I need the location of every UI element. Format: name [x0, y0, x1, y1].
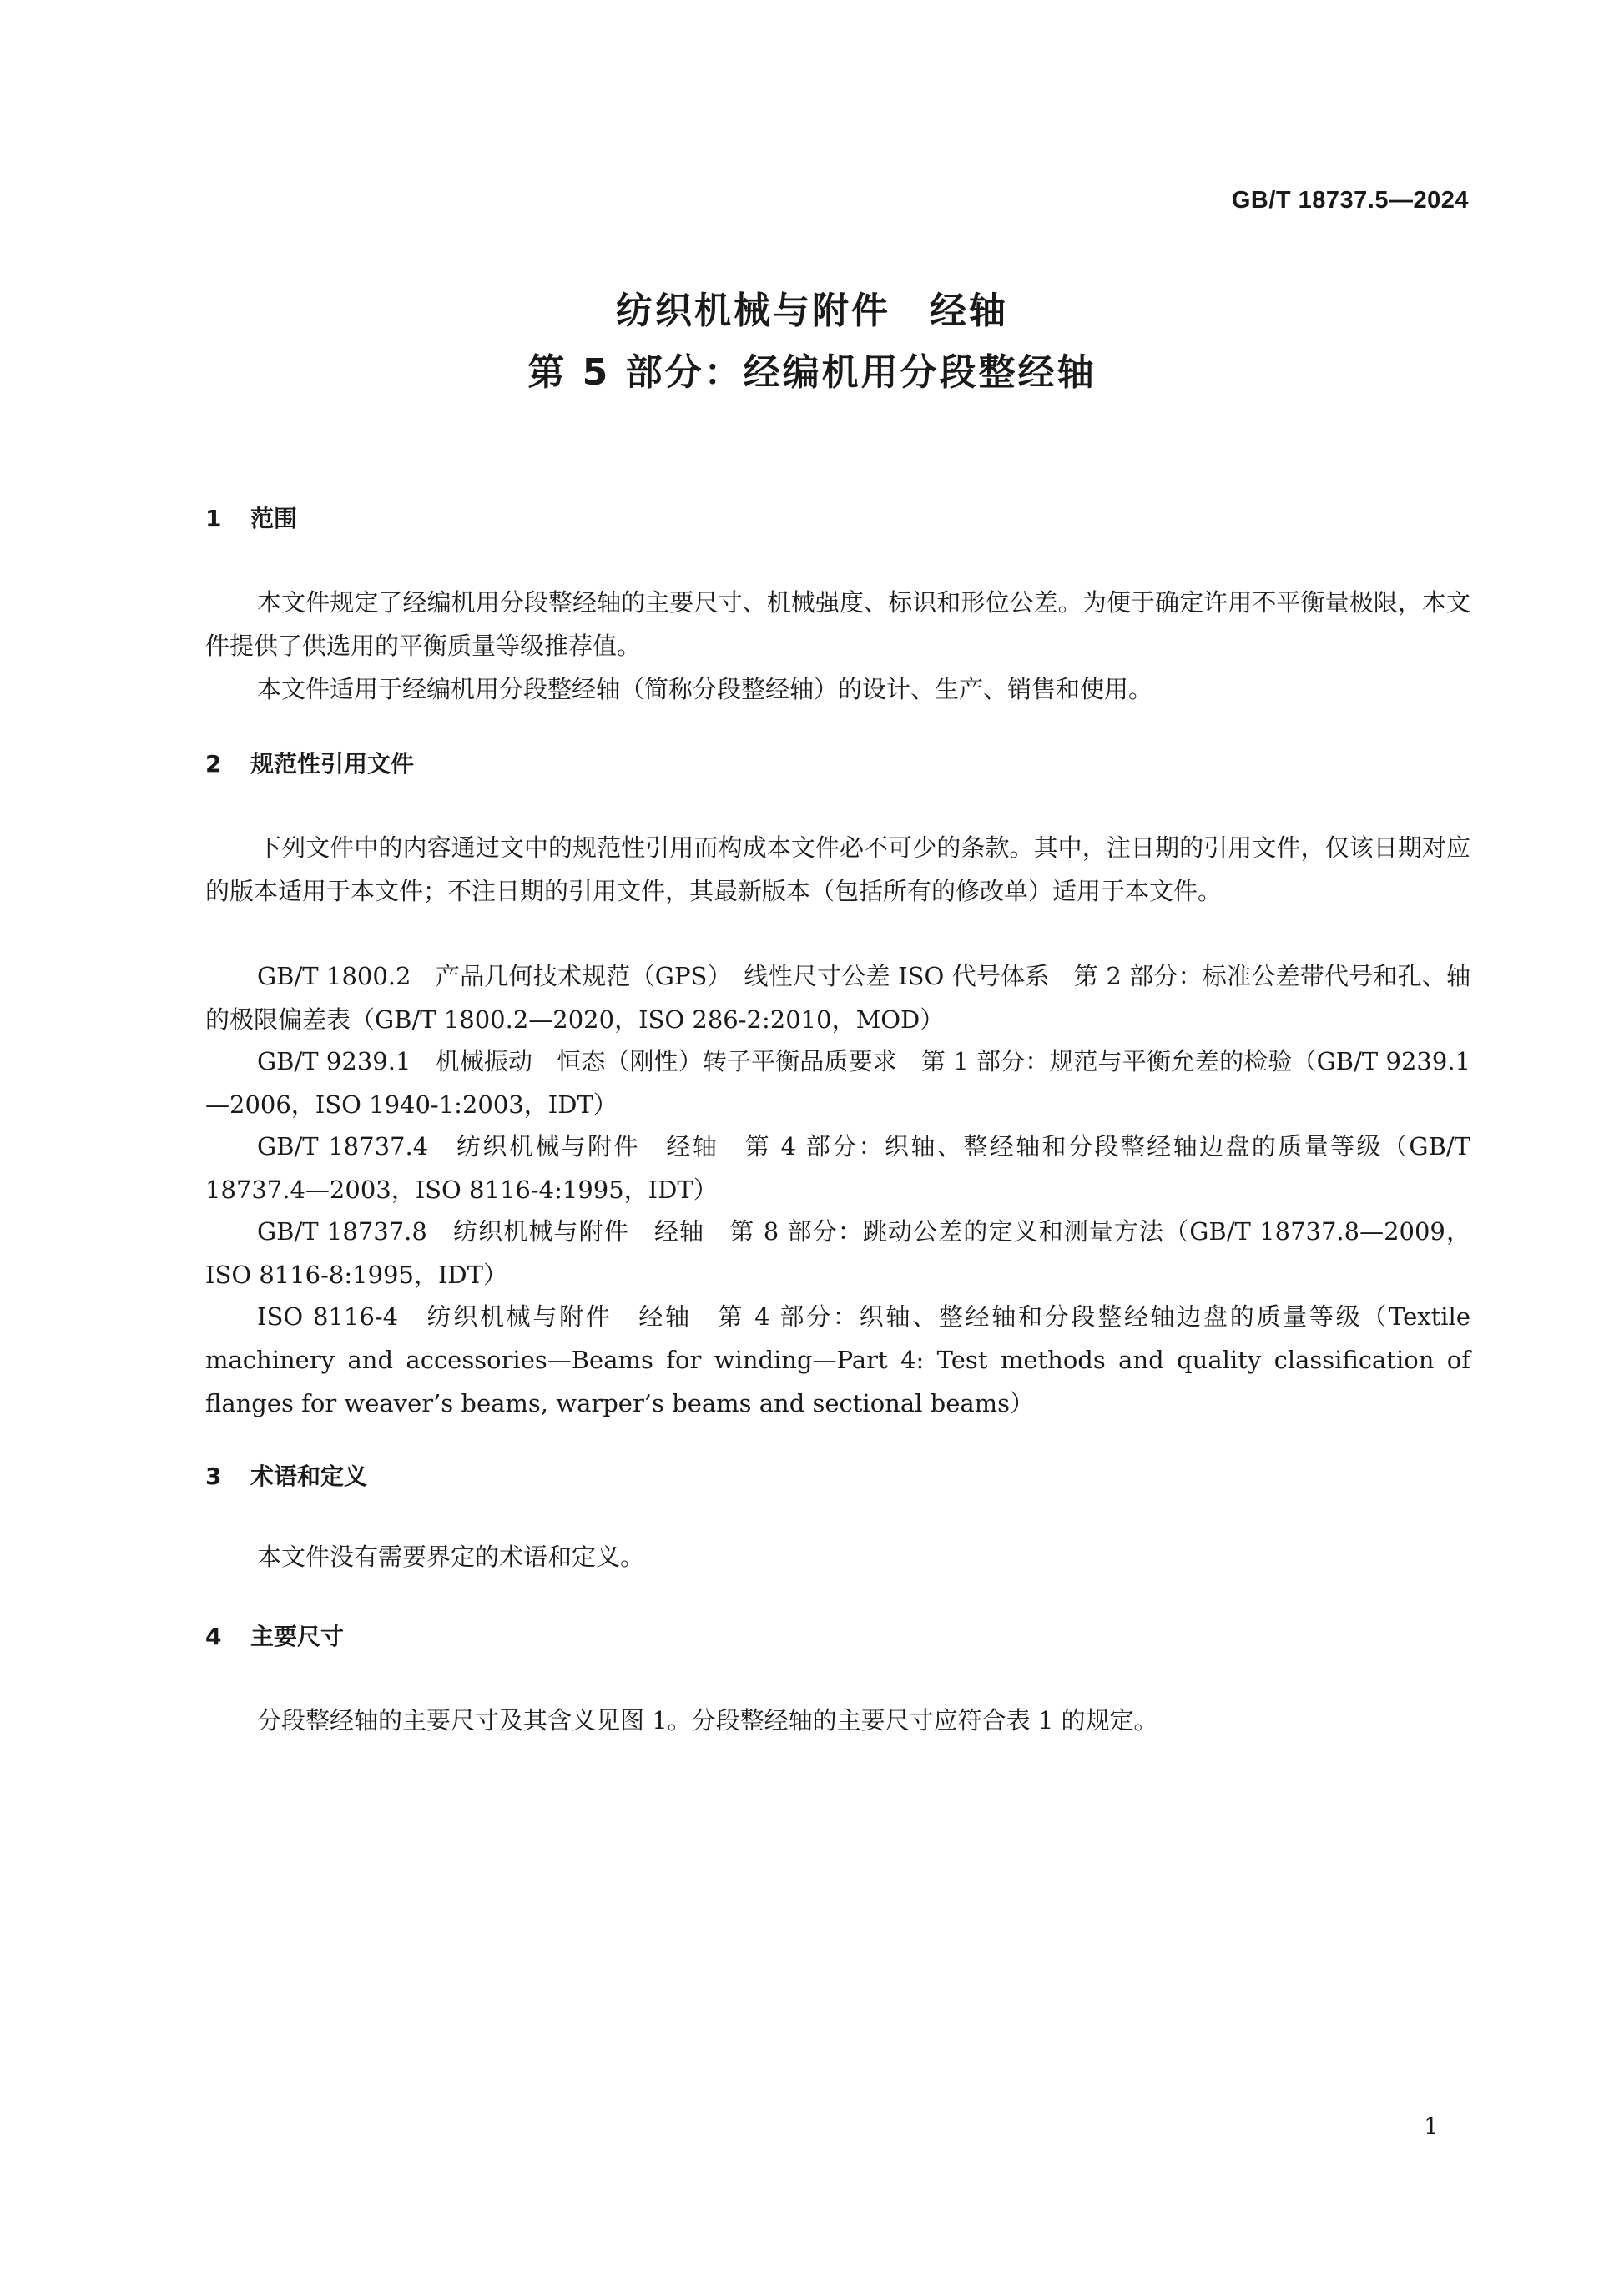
section-heading-scope — [205, 501, 297, 534]
section-number: 1 — [205, 505, 222, 532]
reference-entry: GB/T 18737.8 纺织机械与附件 经轴 第 8 部分：跳动公差的定义和测量方法（GB/T 18737.8—2009，ISO 8116-8:1995，IDT） — [205, 1217, 1470, 1289]
section-heading-normative-references — [205, 746, 414, 779]
standard-code: GB/T 18737.5—2024 — [1231, 187, 1469, 214]
paragraph: 下列文件中的内容通过文中的规范性引用而构成本文件必不可少的条款。其中，注日期的引用文件，仅该日期对应的版本适用于本文件；不注日期的引用文件，其最新版本（包括所有的修改单）适用于本文件。 — [205, 833, 1470, 905]
paragraph: 本文件规定了经编机用分段整经轴的主要尺寸、机械强度、标识和形位公差。为便于确定许用不平衡量极限，本文件提供了供选用的平衡质量等级推荐值。 — [205, 588, 1470, 660]
section-heading-main-dimensions — [205, 1619, 344, 1652]
section-title: 范围 — [250, 505, 298, 532]
section-title: 规范性引用文件 — [250, 750, 415, 778]
section-title: 术语和定义 — [250, 1463, 368, 1490]
section-number: 3 — [205, 1463, 222, 1490]
paragraph: 本文件适用于经编机用分段整经轴（简称分段整经轴）的设计、生产、销售和使用。 — [257, 675, 1153, 703]
reference-entry: ISO 8116-4 纺织机械与附件 经轴 第 4 部分：织轴、整经轴和分段整经轴边盘的质量等级（Textile machinery and accessories—Beams for winding—Part 4: Test methods and quality classification of flanges for weaver’s beams, warper’s beams and sectional beams） — [205, 1302, 1470, 1417]
reference-entry: GB/T 1800.2 产品几何技术规范（GPS） 线性尺寸公差 ISO 代号体系 第 2 部分：标准公差带代号和孔、轴的极限偏差表（GB/T 1800.2—2020，ISO 286-2:2010，MOD） — [205, 962, 1470, 1034]
document-title-line2: 第 5 部分：经编机用分段整经轴 — [527, 351, 1097, 394]
reference-entry: GB/T 18737.4 纺织机械与附件 经轴 第 4 部分：织轴、整经轴和分段整经轴边盘的质量等级（GB/T 18737.4—2003，ISO 8116-4:1995，IDT） — [205, 1132, 1470, 1204]
section-title: 主要尺寸 — [250, 1623, 345, 1650]
section-number: 4 — [205, 1623, 222, 1650]
page-number: 1 — [1424, 2112, 1439, 2140]
reference-entry: GB/T 9239.1 机械振动 恒态（刚性）转子平衡品质要求 第 1 部分：规范与平衡允差的检验（GB/T 9239.1—2006，ISO 1940-1:2003，IDT） — [205, 1047, 1470, 1119]
document-title-line1: 纺织机械与附件 经轴 — [616, 290, 1008, 332]
paragraph: 本文件没有需要界定的术语和定义。 — [257, 1543, 645, 1571]
section-heading-terms — [205, 1458, 367, 1492]
paragraph: 分段整经轴的主要尺寸及其含义见图 1。分段整经轴的主要尺寸应符合表 1 的规定。 — [257, 1706, 1158, 1735]
section-number: 2 — [205, 750, 222, 778]
